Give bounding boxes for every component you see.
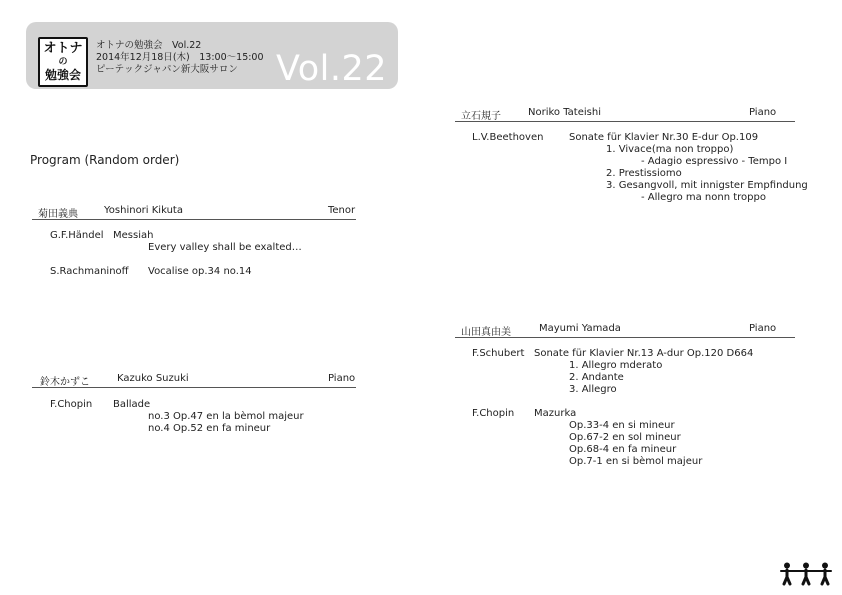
movement: 1. Vivace(ma non troppo) bbox=[606, 144, 734, 155]
event-venue: ピーテックジャパン新大阪サロン bbox=[96, 64, 238, 75]
movement: 1. Allegro mderato bbox=[569, 360, 663, 371]
movement: - Adagio espressivo - Tempo Ⅰ bbox=[641, 156, 788, 167]
performer-name-jp: 菊田義典 bbox=[38, 209, 78, 220]
movement: 2. Prestissiomo bbox=[606, 168, 682, 179]
performer-header-yamada bbox=[455, 323, 795, 338]
movement: 3. Allegro bbox=[569, 384, 617, 395]
performer-name-en: Noriko Tateishi bbox=[528, 107, 601, 118]
movement: 3. Gesangvoll, mit innigster Empfindung bbox=[606, 180, 808, 191]
logo-line-1: オトナ bbox=[43, 41, 83, 56]
performer-header-tateishi bbox=[455, 107, 795, 122]
performer-header-kikuta bbox=[32, 205, 356, 220]
performer-name-en: Yoshinori Kikuta bbox=[104, 205, 183, 216]
mazurka-item: Op.68-4 en fa mineur bbox=[569, 444, 677, 455]
work-title: Vocalise op.34 no.14 bbox=[148, 266, 252, 277]
header-banner bbox=[26, 22, 398, 89]
performer-instrument: Piano bbox=[749, 323, 777, 334]
mazurka-item: Op.33-4 en si mineur bbox=[569, 420, 675, 431]
performer-name-jp: 立石規子 bbox=[461, 111, 501, 122]
work-subtitle: Every valley shall be exalted… bbox=[148, 242, 302, 253]
composer: G.F.Händel bbox=[50, 230, 104, 241]
event-date: 2014年12月18日(木) 13:00〜15:00 bbox=[96, 52, 264, 63]
logo bbox=[38, 37, 88, 87]
performer-name-jp: 山田真由美 bbox=[461, 327, 511, 338]
work-item: no.4 Op.52 en fa mineur bbox=[148, 423, 271, 434]
performer-instrument: Piano bbox=[749, 107, 777, 118]
logo-line-2: の bbox=[58, 57, 68, 67]
work-title: Sonate für Klavier Nr.30 E-dur Op.109 bbox=[569, 132, 759, 143]
composer: F.Chopin bbox=[50, 399, 93, 410]
work-item: no.3 Op.47 en la bèmol majeur bbox=[148, 411, 304, 422]
composer: F.Schubert bbox=[472, 348, 525, 359]
event-info bbox=[96, 40, 264, 76]
movement: 2. Andante bbox=[569, 372, 624, 383]
work-title: Mazurka bbox=[534, 408, 577, 419]
program-title: Program (Random order) bbox=[30, 153, 180, 167]
performer-header-suzuki bbox=[32, 373, 356, 388]
composer: F.Chopin bbox=[472, 408, 515, 419]
logo-line-3: 勉強会 bbox=[44, 68, 81, 82]
movement: - Allegro ma nonn troppo bbox=[641, 192, 766, 203]
performer-name-en: Kazuko Suzuki bbox=[117, 373, 189, 384]
mazurka-item: Op.67-2 en sol mineur bbox=[569, 432, 681, 443]
mazurka-item: Op.7-1 en si bèmol majeur bbox=[569, 456, 703, 467]
performer-name-jp: 鈴木かずこ bbox=[40, 377, 90, 388]
people-group-icon bbox=[779, 562, 833, 586]
performer-instrument: Tenor bbox=[328, 205, 356, 216]
composer: S.Rachmaninoff bbox=[50, 266, 129, 277]
work-title: Messiah bbox=[113, 230, 154, 241]
composer: L.V.Beethoven bbox=[472, 132, 544, 143]
performer-instrument: Piano bbox=[328, 373, 356, 384]
work-title: Sonate für Klavier Nr.13 A-dur Op.120 D664 bbox=[534, 348, 754, 359]
performer-name-en: Mayumi Yamada bbox=[539, 323, 621, 334]
volume-number: Vol.22 bbox=[276, 49, 388, 89]
event-title: オトナの勉強会 Vol.22 bbox=[96, 40, 202, 51]
work-title: Ballade bbox=[113, 399, 151, 410]
